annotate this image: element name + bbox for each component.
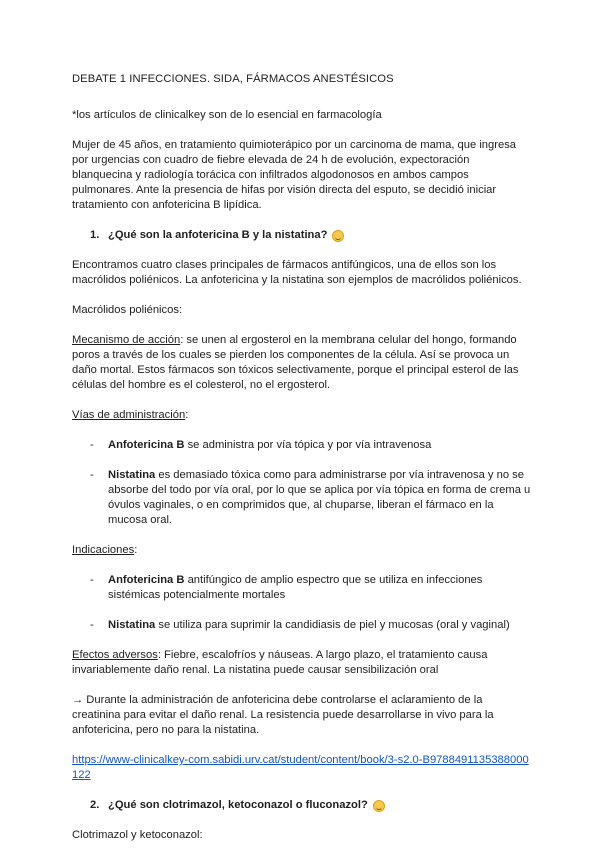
indicaciones-suffix: : bbox=[134, 544, 138, 556]
q2-subheading: Clotrimazol y ketoconazol: bbox=[72, 829, 203, 841]
smile-emoji-icon bbox=[373, 800, 385, 812]
link-paragraph bbox=[72, 753, 532, 783]
mecanismo-text: : se unen al ergosterol en la membrana celular del hongo, formando poros a través de los cuales se pierden los componentes de la célula. Así se provoca un daño mortal. Estos fármacos son tóxicos selectivamente, porque el principal esterol de las células del hombre es el colesterol, no el ergosterol. bbox=[72, 334, 519, 391]
question-2-text: ¿Qué son clotrimazol, ketoconazol o fluconazol? bbox=[108, 799, 368, 811]
drug-text: antifúngico de amplio espectro que se utiliza en infecciones sistémicas potencialmente mortales bbox=[108, 574, 483, 601]
document-page bbox=[72, 64, 532, 843]
drug-name: Nistatina bbox=[108, 619, 156, 631]
dash-bullet: - bbox=[90, 574, 94, 586]
drug-text: se administra por vía tópica y por vía intravenosa bbox=[184, 439, 432, 451]
clinicalkey-link[interactable]: https://www-clinicalkey-com.sabidi.urv.cat/student/content/book/3-s2.0-B9788491135388000122 bbox=[72, 754, 529, 781]
arrow-note: → Durante la administración de anfotericina debe controlarse el aclaramiento de la creatinina para evitar el daño renal. La resistencia puede desarrollarse in vivo para la anfotericina, pero no para la nistatina. bbox=[72, 694, 494, 736]
efectos-label: Efectos adversos bbox=[72, 649, 158, 661]
dash-bullet: - bbox=[90, 439, 94, 451]
list-item bbox=[72, 618, 532, 633]
mecanismo-label: Mecanismo de acción bbox=[72, 334, 181, 346]
macrolidos-label: Macrólidos poliénicos: bbox=[72, 304, 183, 316]
drug-name: Nistatina bbox=[108, 469, 156, 481]
vias-list bbox=[72, 438, 532, 528]
drug-name: Anfotericina B bbox=[108, 574, 185, 586]
list-item bbox=[72, 573, 532, 603]
indicaciones-heading bbox=[72, 543, 532, 558]
list-item bbox=[72, 438, 532, 453]
smile-emoji-icon bbox=[332, 230, 344, 242]
dash-bullet: - bbox=[90, 619, 94, 631]
vias-label: Vías de administración bbox=[72, 409, 186, 421]
clinical-case: Mujer de 45 años, en tratamiento quimioterápico por un carcinoma de mama, que ingresa por urgencias con cuadro de fiebre elevada de 24 h de evolución, expectoración blanquecina y radiología torácica con infiltrados algodonosos en ambos campos pulmonares. Ante la presencia de hifas por visión directa del esputo, se decidió iniciar tratamiento con anfotericina B lipídica. bbox=[72, 139, 517, 211]
efectos-text: : Fiebre, escalofríos y náuseas. A largo plazo, el tratamiento causa invariablemente daño renal. La nistatina puede causar sensibilización oral bbox=[72, 649, 488, 676]
drug-text: se utiliza para suprimir la candidiasis de piel y mucosas (oral y vaginal) bbox=[155, 619, 510, 631]
drug-name: Anfotericina B bbox=[108, 439, 185, 451]
dash-bullet: - bbox=[90, 469, 94, 481]
indicaciones-list bbox=[72, 573, 532, 633]
source-note: *los artículos de clinicalkey son de lo esencial en farmacología bbox=[72, 109, 382, 121]
question-2-heading bbox=[72, 798, 532, 813]
question-1-heading bbox=[72, 228, 532, 243]
document-title: DEBATE 1 INFECCIONES. SIDA, FÁRMACOS ANESTÉSICOS bbox=[72, 73, 394, 85]
question-1-number: 1. bbox=[90, 229, 100, 241]
efectos-paragraph bbox=[72, 648, 532, 678]
vias-heading bbox=[72, 408, 532, 423]
vias-suffix: : bbox=[185, 409, 189, 421]
q1-intro: Encontramos cuatro clases principales de fármacos antifúngicos, una de ellos son los macrólidos poliénicos. La anfotericina y la nistatina son ejemplos de macrólidos poliénicos. bbox=[72, 259, 522, 286]
drug-text: es demasiado tóxica como para administrarse por vía intravenosa y no se absorbe del todo por vía oral, por lo que se aplica por vía tópica en forma de crema u óvulos vaginales, o en comprimidos que, al chuparse, liberan el fármaco en la mucosa oral. bbox=[108, 469, 531, 526]
indicaciones-label: Indicaciones bbox=[72, 544, 135, 556]
mecanismo-paragraph bbox=[72, 333, 532, 393]
question-1-text: ¿Qué son la anfotericina B y la nistatina? bbox=[108, 229, 328, 241]
question-2-number: 2. bbox=[90, 799, 100, 811]
list-item bbox=[72, 468, 532, 528]
